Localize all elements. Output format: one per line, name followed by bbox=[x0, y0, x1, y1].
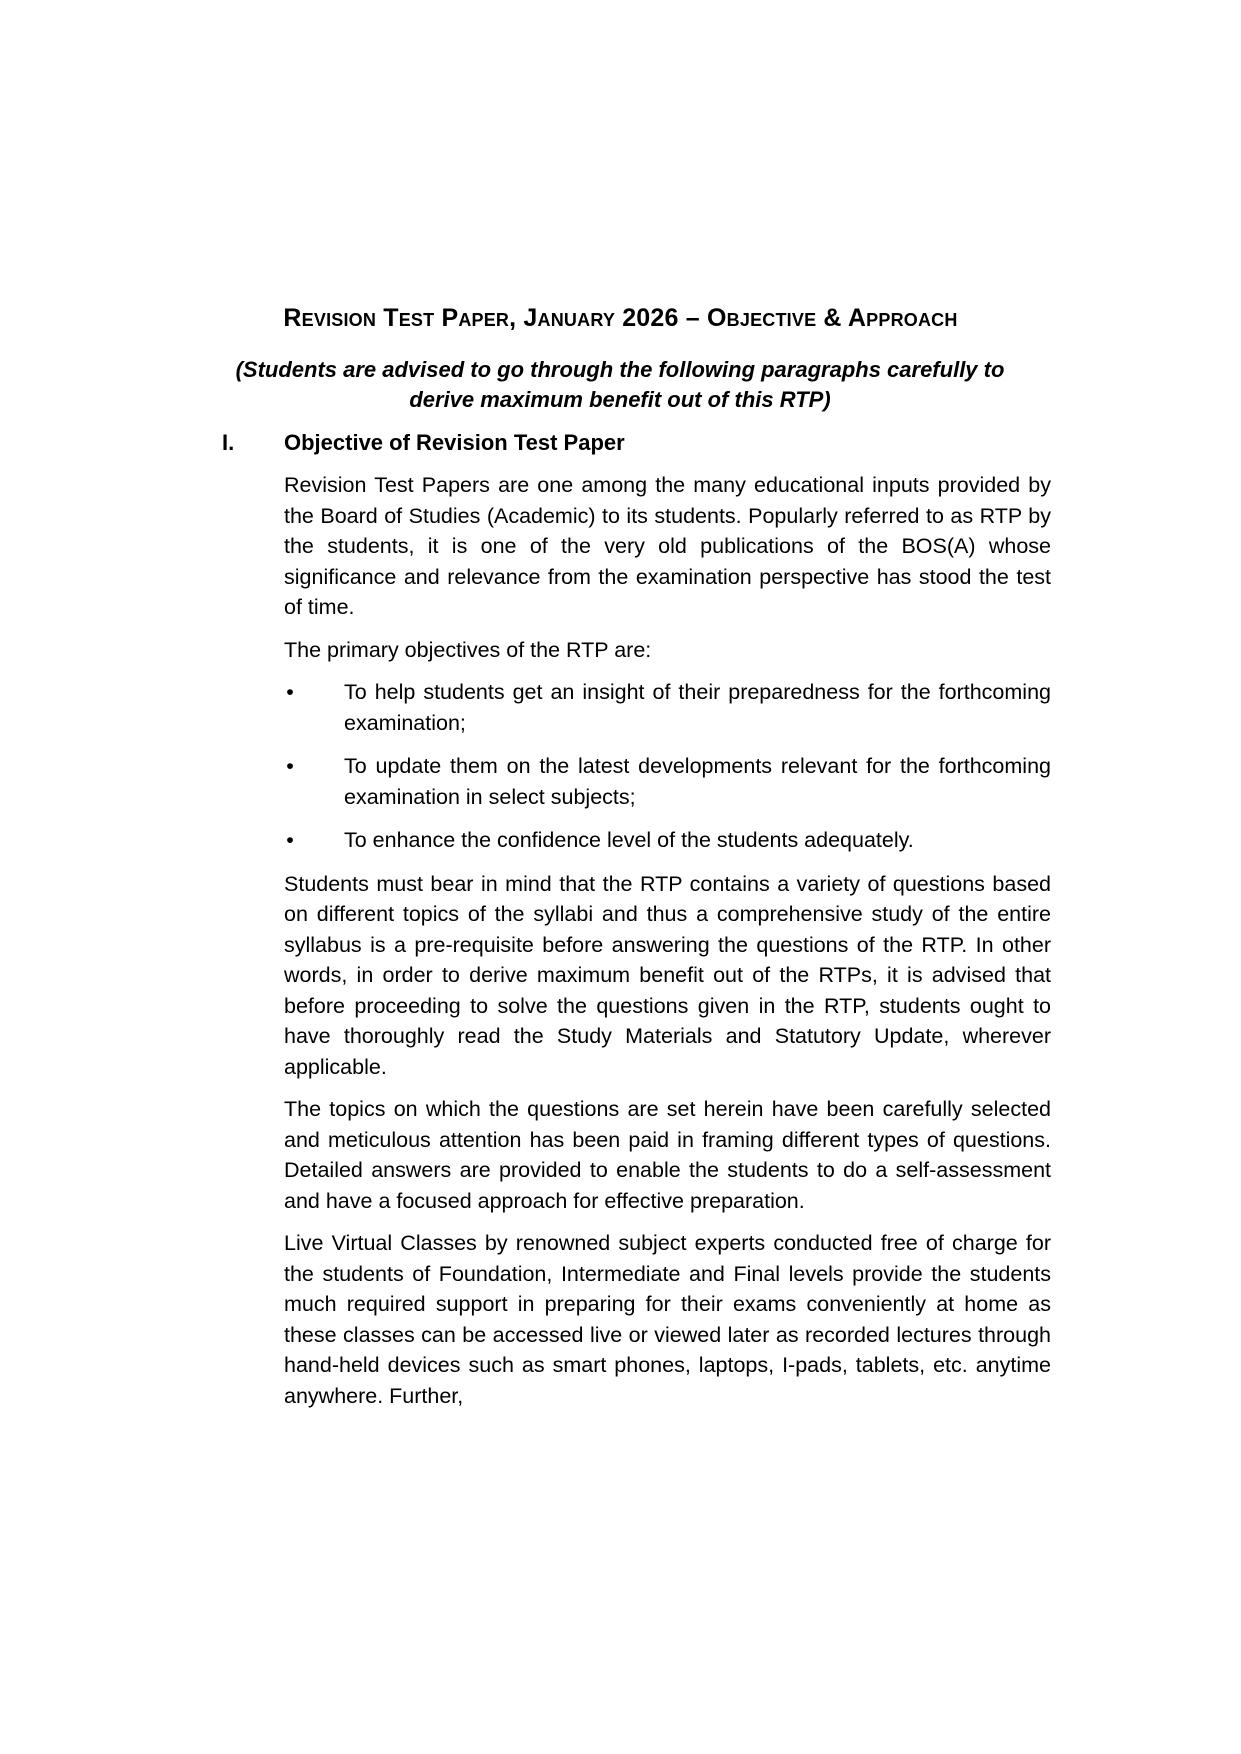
list-item bbox=[284, 825, 1051, 856]
section-title: Objective of Revision Test Paper bbox=[284, 430, 625, 455]
paragraph-intro: Revision Test Papers are one among the many educational inputs provided by the Board of Studies (Academic) to its students. Popularly referred to as RTP by the students, it is one of the very old publications of the BOS(A) whose significance and relevance from the examination perspective has stood the test of time. bbox=[284, 473, 1051, 619]
list-item-text: To enhance the confidence level of the students adequately. bbox=[344, 828, 914, 852]
bullet-icon: • bbox=[286, 828, 294, 852]
page-title: Revision Test Paper, January 2026 – Objective & Approach bbox=[283, 304, 958, 332]
bullet-icon: • bbox=[286, 680, 294, 704]
list-item-text: To help students get an insight of their preparedness for the forthcoming examination; bbox=[344, 680, 1051, 735]
section-body bbox=[284, 470, 1051, 1423]
list-item-text: To update them on the latest developments relevant for the forthcoming examination in select subjects; bbox=[344, 754, 1051, 809]
section-number: I. bbox=[222, 430, 235, 455]
paragraph-objectives-lead: The primary objectives of the RTP are: bbox=[284, 637, 652, 662]
list-item bbox=[284, 677, 1051, 738]
objectives-list bbox=[284, 677, 1051, 856]
paragraph-virtual-classes: Live Virtual Classes by renowned subject experts conducted free of charge for the students of Foundation, Intermediate and Final levels provide the students much required support in preparing for their exams conveniently at home as these classes can be accessed live or viewed later as recorded lectures through hand-held devices such as smart phones, laptops, I-pads, tablets, etc. anytime anywhere. Further, bbox=[284, 1231, 1051, 1408]
page-subtitle: (Students are advised to go through the following paragraphs carefully to derive maximum benefit out of this RTP) bbox=[235, 357, 1005, 412]
paragraph-syllabus-study: Students must bear in mind that the RTP contains a variety of questions based on different topics of the syllabi and thus a comprehensive study of the entire syllabus is a pre-requisite before answering the questions of the RTP. In other words, in order to derive maximum benefit out of the RTPs, it is advised that before proceeding to solve the questions given in the RTP, students ought to have thoroughly read the Study Materials and Statutory Update, wherever applicable. bbox=[284, 871, 1051, 1079]
paragraph-topics: The topics on which the questions are set herein have been carefully selected and meticulous attention has been paid in framing different types of questions. Detailed answers are provided to enable the students to do a self-assessment and have a focused approach for effective preparation. bbox=[284, 1097, 1051, 1213]
list-item bbox=[284, 751, 1051, 812]
bullet-icon: • bbox=[286, 754, 294, 778]
